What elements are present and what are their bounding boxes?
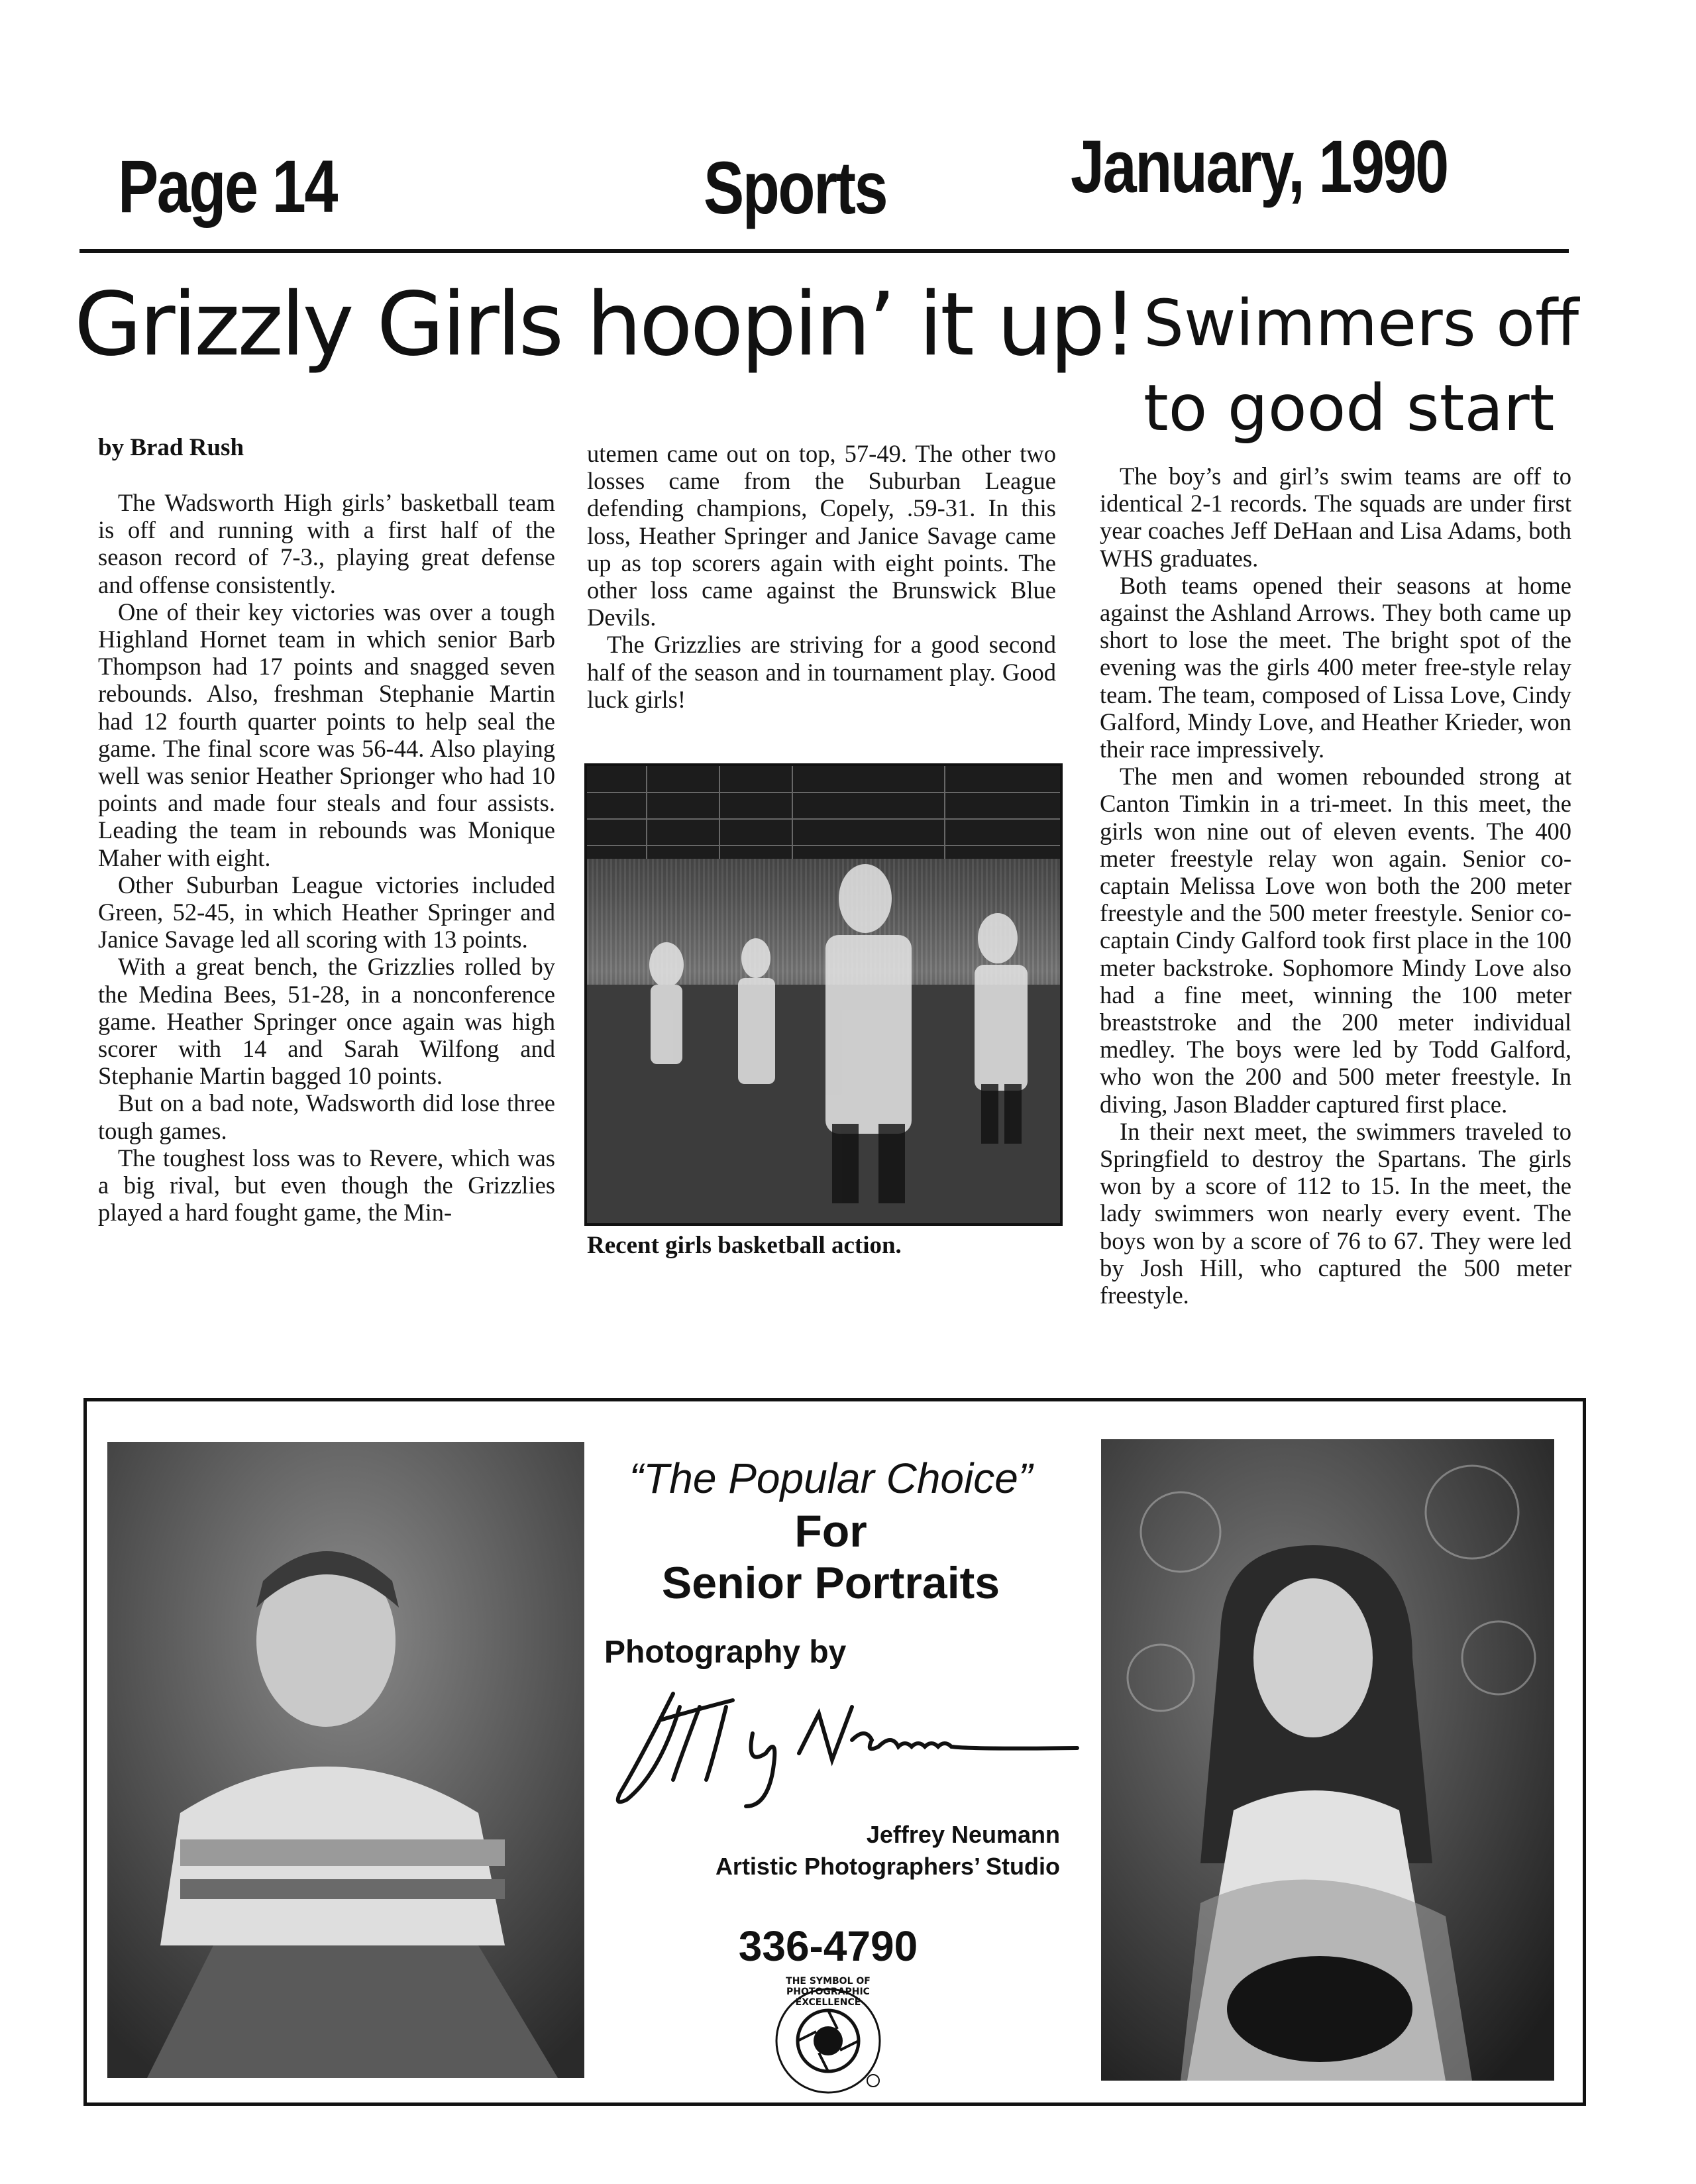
swimming-column (1100, 463, 1571, 1309)
male-portrait-image (107, 1442, 584, 2078)
photographic-excellence-seal (768, 1976, 888, 2101)
paragraph: The Wadsworth High girls’ basketball team is off and running with a first half of the season record of 7-3., playing great defense and offense consistently. (98, 489, 555, 598)
paragraph: The men and women rebounded strong at Canton Timkin in a tri-meet. In this meet, the girls won nine out of eleven events. The 400 meter freestyle relay won again. Senior co-captain Melissa Love won both the 200 meter freestyle and the 500 meter freestyle. Senior co-captain Cindy Galford took first place in the 100 meter backstroke. Sophomore Mindy Love also had a fine meet, winning the 100 meter breaststroke and the 200 meter individual medley. The boys were led by Todd Galford, who won the 200 and 500 meter freestyle. In diving, Jason Bladder captured first place. (1100, 763, 1571, 1118)
ad-senior-portraits: Senior Portraits (661, 1558, 1000, 1608)
masthead-rule (80, 249, 1569, 253)
jeffrey-neumann-signature (600, 1680, 1090, 1813)
basketball-headline: Grizzly Girls hoopin’ it up! (74, 274, 1136, 376)
senior-portrait-female (1101, 1439, 1554, 2081)
paragraph: The boy’s and girl’s swim teams are off to identical 2-1 records. The squads are under first year coaches Jeff DeHaan and Lisa Adams, both WHS graduates. (1100, 463, 1571, 572)
section-title: Sports (704, 146, 887, 229)
swimming-headline-line-2: to good start (1143, 371, 1555, 445)
paragraph: But on a bad note, Wadsworth did lose three tough games. (98, 1089, 555, 1144)
ad-studio-name: Artistic Photographers’ Studio (715, 1853, 1060, 1880)
paragraph: In their next meet, the swimmers traveled to Springfield to destroy the Spartans. The girls won by a score of 112 to 15. In the meet, the lady swimmers won nearly every event. The boys won by a score of 76 to 67. They were led by Josh Hill, who captured the 500 meter freestyle. (1100, 1117, 1571, 1309)
paragraph: Other Suburban League victories included Green, 52-45, in which Heather Springer and Janice Savage led all scoring with 13 points. (98, 871, 555, 954)
ad-tagline: “The Popular Choice” (629, 1454, 1033, 1502)
seal-text: THE SYMBOL OF PHOTOGRAPHIC EXCELLENCE (786, 1976, 871, 2008)
paragraph: One of their key victories was over a tough Highland Hornet team in which senior Barb Thompson had 17 points and snagged seven rebounds. Also, freshman Stephanie Martin had 12 fourth quarter points to help seal the game. The final score was 56-44. Also playing well was senior Heather Sprionger who had 10 points and made four steals and four assists. Leading the team in rebounds was Monique Maher with eight. (98, 598, 555, 871)
ad-for: For (794, 1506, 867, 1556)
basketball-action-image (587, 766, 1060, 1223)
female-portrait-image (1101, 1439, 1554, 2081)
issue-date: January, 1990 (1071, 125, 1448, 208)
paragraph: With a great bench, the Grizzlies rolled by the Medina Bees, 51-28, in a nonconference game. Heather Springer once again was high scorer with 14 and Sarah Wilfong and Stephanie Martin bagged 10 points. (98, 953, 555, 1090)
ad-photographer-name: Jeffrey Neumann (866, 1821, 1060, 1848)
photo-caption: Recent girls basketball action. (587, 1232, 902, 1259)
ad-phone-number: 336-4790 (738, 1922, 918, 1970)
paragraph: The toughest loss was to Revere, which was a big rival, but even though the Grizzlies played a hard fought game, the Min- (98, 1144, 555, 1227)
basketball-column-2 (587, 440, 1056, 713)
basketball-photo (584, 763, 1063, 1226)
byline: by Brad Rush (98, 434, 244, 461)
swimming-headline-line-1: Swimmers off (1143, 286, 1579, 360)
paragraph: Both teams opened their seasons at home against the Ashland Arrows. They both came up short to lose the meet. The bright spot of the evening was the girls 400 meter free-style relay team. The team, composed of Lissa Love, Cindy Galford, Mindy Love, and Heather Krieder, won their race impressively. (1100, 571, 1571, 763)
paragraph: The Grizzlies are striving for a good second half of the season and in tournament play. Good luck girls! (587, 631, 1056, 713)
senior-portrait-male (107, 1442, 584, 2078)
basketball-column-1 (98, 489, 555, 1226)
paragraph: utemen came out on top, 57-49. The other two losses came from the Suburban League defending champions, Copely, .59-31. In this loss, Heather Springer and Janice Savage came up as top scorers again with eight points. The other loss came against the Brunswick Blue Devils. (587, 440, 1056, 631)
ad-photography-by: Photography by (604, 1635, 847, 1670)
page-number: Page 14 (118, 145, 337, 228)
